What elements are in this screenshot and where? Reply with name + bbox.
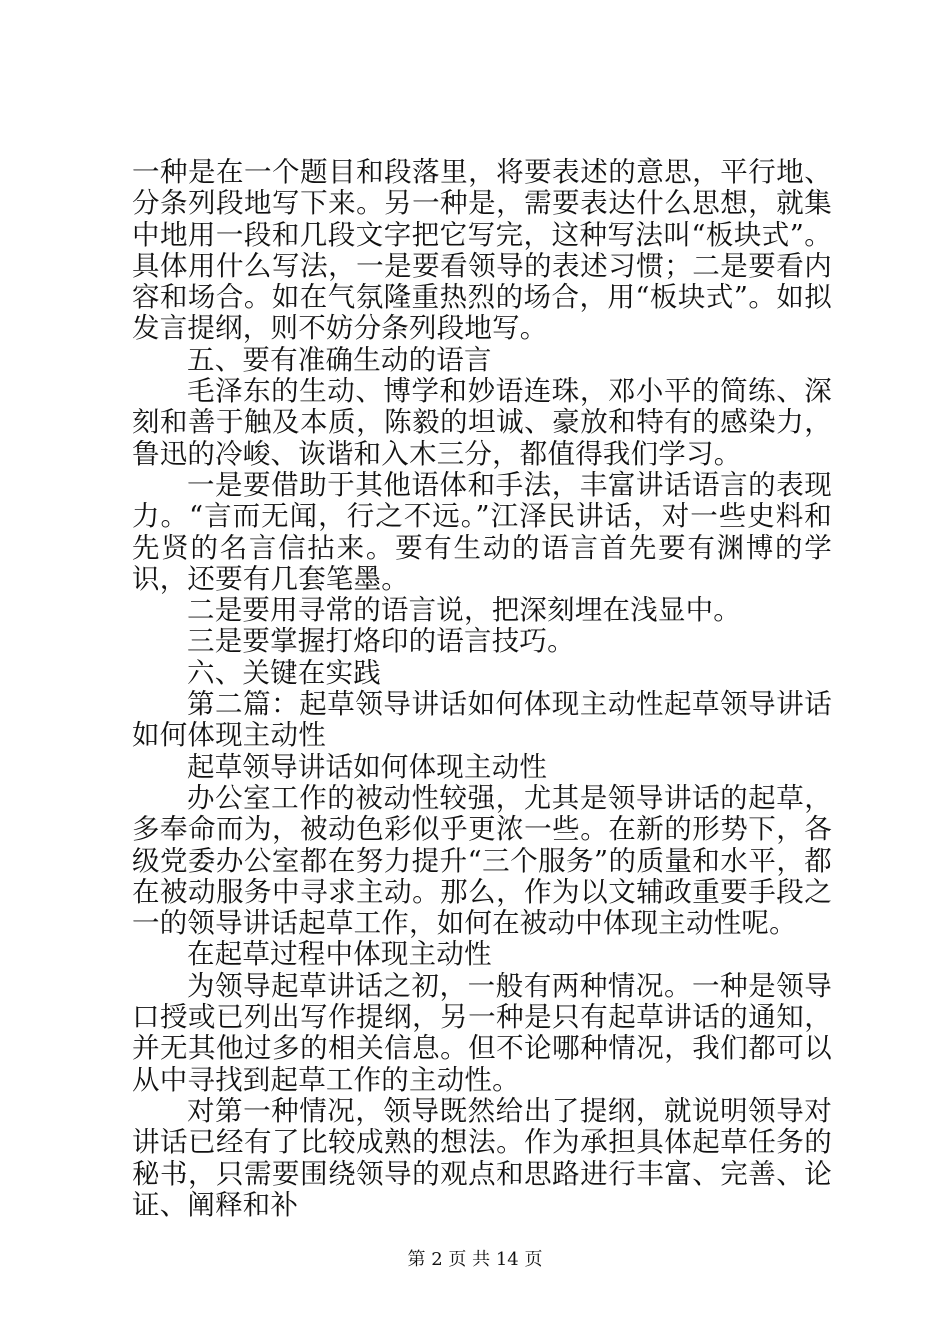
section-heading: 五、要有准确生动的语言 — [187, 343, 492, 376]
section-heading: 在起草过程中体现主动性 — [187, 938, 492, 971]
paragraph: 毛泽东的生动、博学和妙语连珠，邓小平的简练、深刻和善于触及本质，陈毅的坦诚、豪放和特有的感染力，鲁迅的冷峻、诙谐和入木三分，都值得我们学习。 — [132, 375, 832, 470]
paragraph: 三是要掌握打烙印的语言技巧。 — [187, 625, 575, 658]
paragraph: 二是要用寻常的语言说，把深刻埋在浅显中。 — [187, 594, 741, 627]
chapter-title: 第二篇：起草领导讲话如何体现主动性起草领导讲话如何体现主动性 — [132, 688, 832, 752]
paragraph: 一是要借助于其他语体和手法，丰富讲话语言的表现力。“言而无闻，行之不远。”江泽民讲话，对一些史料和先贤的名言信拈来。要有生动的语言首先要有渊博的学识，还要有几套笔墨。 — [132, 468, 832, 595]
paragraph: 为领导起草讲话之初，一般有两种情况。一种是领导口授或已列出写作提纲，另一种是只有起草讲话的通知，并无其他过多的相关信息。但不论哪种情况，我们都可以从中寻找到起草工作的主动性。 — [132, 969, 832, 1096]
section-heading: 六、关键在实践 — [187, 656, 381, 689]
article-title: 起草领导讲话如何体现主动性 — [187, 750, 548, 783]
paragraph: 办公室工作的被动性较强，尤其是领导讲话的起草，多奉命而为，被动色彩似乎更浓一些。在新的形势下，各级党委办公室都在努力提升“三个服务”的质量和水平，都在被动服务中寻求主动。那么，作为以文辅政重要手段之一的领导讲话起草工作，如何在被动中体现主动性呢。 — [132, 781, 832, 940]
paragraph: 一种是在一个题目和段落里，将要表述的意思，平行地、分条列段地写下来。另一种是，需要表达什么思想，就集中地用一段和几段文字把它写完，这种写法叫“板块式”。具体用什么写法，一是要看领导的表述习惯；二是要看内容和场合。如在气氛隆重热烈的场合，用“板块式”。如拟发言提纲，则不妨分条列段地写。 — [132, 156, 832, 345]
paragraph: 对第一种情况，领导既然给出了提纲，就说明领导对讲话已经有了比较成熟的想法。作为承担具体起草任务的秘书，只需要围绕领导的观点和思路进行丰富、完善、论证、阐释和补 — [132, 1094, 832, 1221]
page-footer: 第 2 页 共 14 页 — [407, 1249, 543, 1270]
document-body — [132, 157, 832, 1221]
